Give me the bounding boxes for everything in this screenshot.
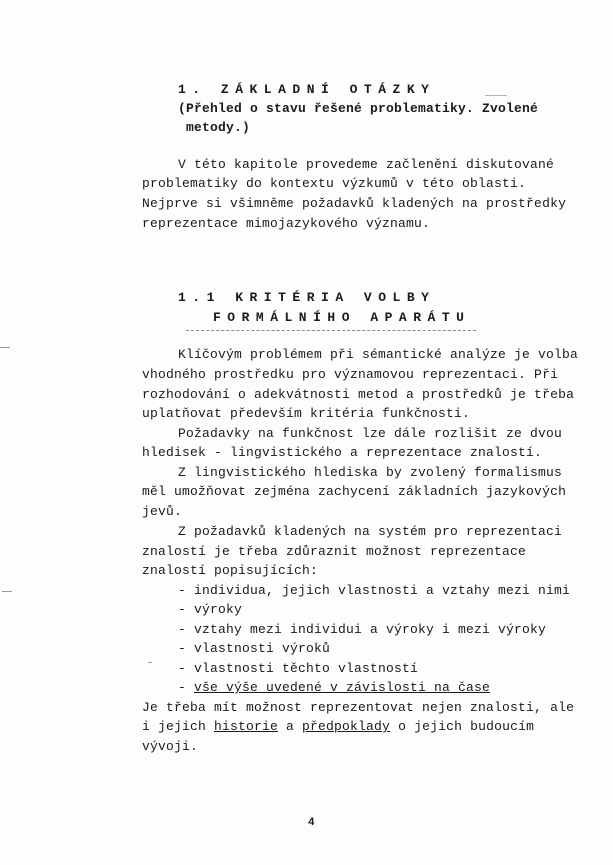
para-3-line: měl umožňovat zejména zachycení základních jazykových xyxy=(142,484,567,499)
closing-text: a xyxy=(278,719,303,734)
section-1-para-line: problematiky do kontextu výzkumů v této oblasti. xyxy=(142,176,527,191)
para-1-line: uplatňovat především kritéria funkčnosti. xyxy=(142,406,471,421)
closing-line-2 xyxy=(142,719,534,735)
list-item: - individua, jejich vlastnosti a vztahy mezi nimi xyxy=(178,583,571,598)
section-1-subtitle-line-2: metody.) xyxy=(186,120,251,135)
underlined-word-historie: historie xyxy=(214,719,279,734)
para-2-line: hledisek - lingvistického a reprezentace znalostí. xyxy=(142,445,543,460)
closing-line-1: Je třeba mít možnost reprezentovat nejen znalosti, ale xyxy=(142,700,575,715)
page-number: 4 xyxy=(308,817,315,829)
list-item: - vztahy mezi individui a výroky i mezi výroky xyxy=(178,622,547,637)
section-1-title: 1. ZÁKLADNÍ OTÁZKY xyxy=(178,82,436,97)
para-3-line: Z lingvistického hlediska by zvolený formalismus xyxy=(178,465,563,480)
para-4-line: znalostí je třeba zdůraznit možnost reprezentace xyxy=(142,544,527,559)
list-item: - vlastnosti výroků xyxy=(178,641,331,656)
closing-line-3: vývoji. xyxy=(142,739,199,754)
section-1-subtitle-line-1: (Přehled o stavu řešené problematiky. Zvolené xyxy=(178,101,539,116)
section-1-para-line: Nejprve si všimněme požadavků kladených na prostředky xyxy=(142,196,567,211)
para-1-line: rozhodování o adekvátnosti metod a prostředků je třeba xyxy=(142,387,575,402)
list-dash: - xyxy=(178,680,195,695)
list-item-underlined-text: vše výše uvedené v závislosti na čase xyxy=(194,680,491,695)
section-1-1-title-line-1: 1.1 KRITÉRIA VOLBY xyxy=(178,290,436,305)
underlined-word-predpoklady: předpoklady xyxy=(302,719,391,734)
scan-margin-mark xyxy=(2,591,12,592)
section-1-para-line: V této kapitole provedeme začlenění diskutované xyxy=(178,157,555,172)
scan-mark xyxy=(485,95,507,96)
list-item-last xyxy=(178,680,490,696)
section-1-1-title-line-2: FORMÁLNÍHO APARÁTU xyxy=(213,310,471,325)
heading-underline xyxy=(186,330,476,331)
closing-text: i jejich xyxy=(142,719,215,734)
para-1-line: Klíčovým problémem při sémantické analýze je volba xyxy=(178,347,579,362)
para-1-line: vhodného prostředku pro významovou reprezentaci. Při xyxy=(142,367,559,382)
para-4-line: znalostí popisujících: xyxy=(142,563,319,578)
scan-margin-mark xyxy=(0,347,10,348)
para-3-line: jevů. xyxy=(142,504,183,519)
para-2-line: Požadavky na funkčnost lze dále rozlišit ze dvou xyxy=(178,426,563,441)
para-4-line: Z požadavků kladených na systém pro reprezentaci xyxy=(178,524,563,539)
scan-margin-mark xyxy=(148,662,152,663)
list-item: - výroky xyxy=(178,602,243,617)
list-item: - vlastnosti těchto vlastností xyxy=(178,661,419,676)
closing-text: o jejich budoucím xyxy=(390,719,535,734)
section-1-para-line: reprezentace mimojazykového významu. xyxy=(142,216,431,231)
